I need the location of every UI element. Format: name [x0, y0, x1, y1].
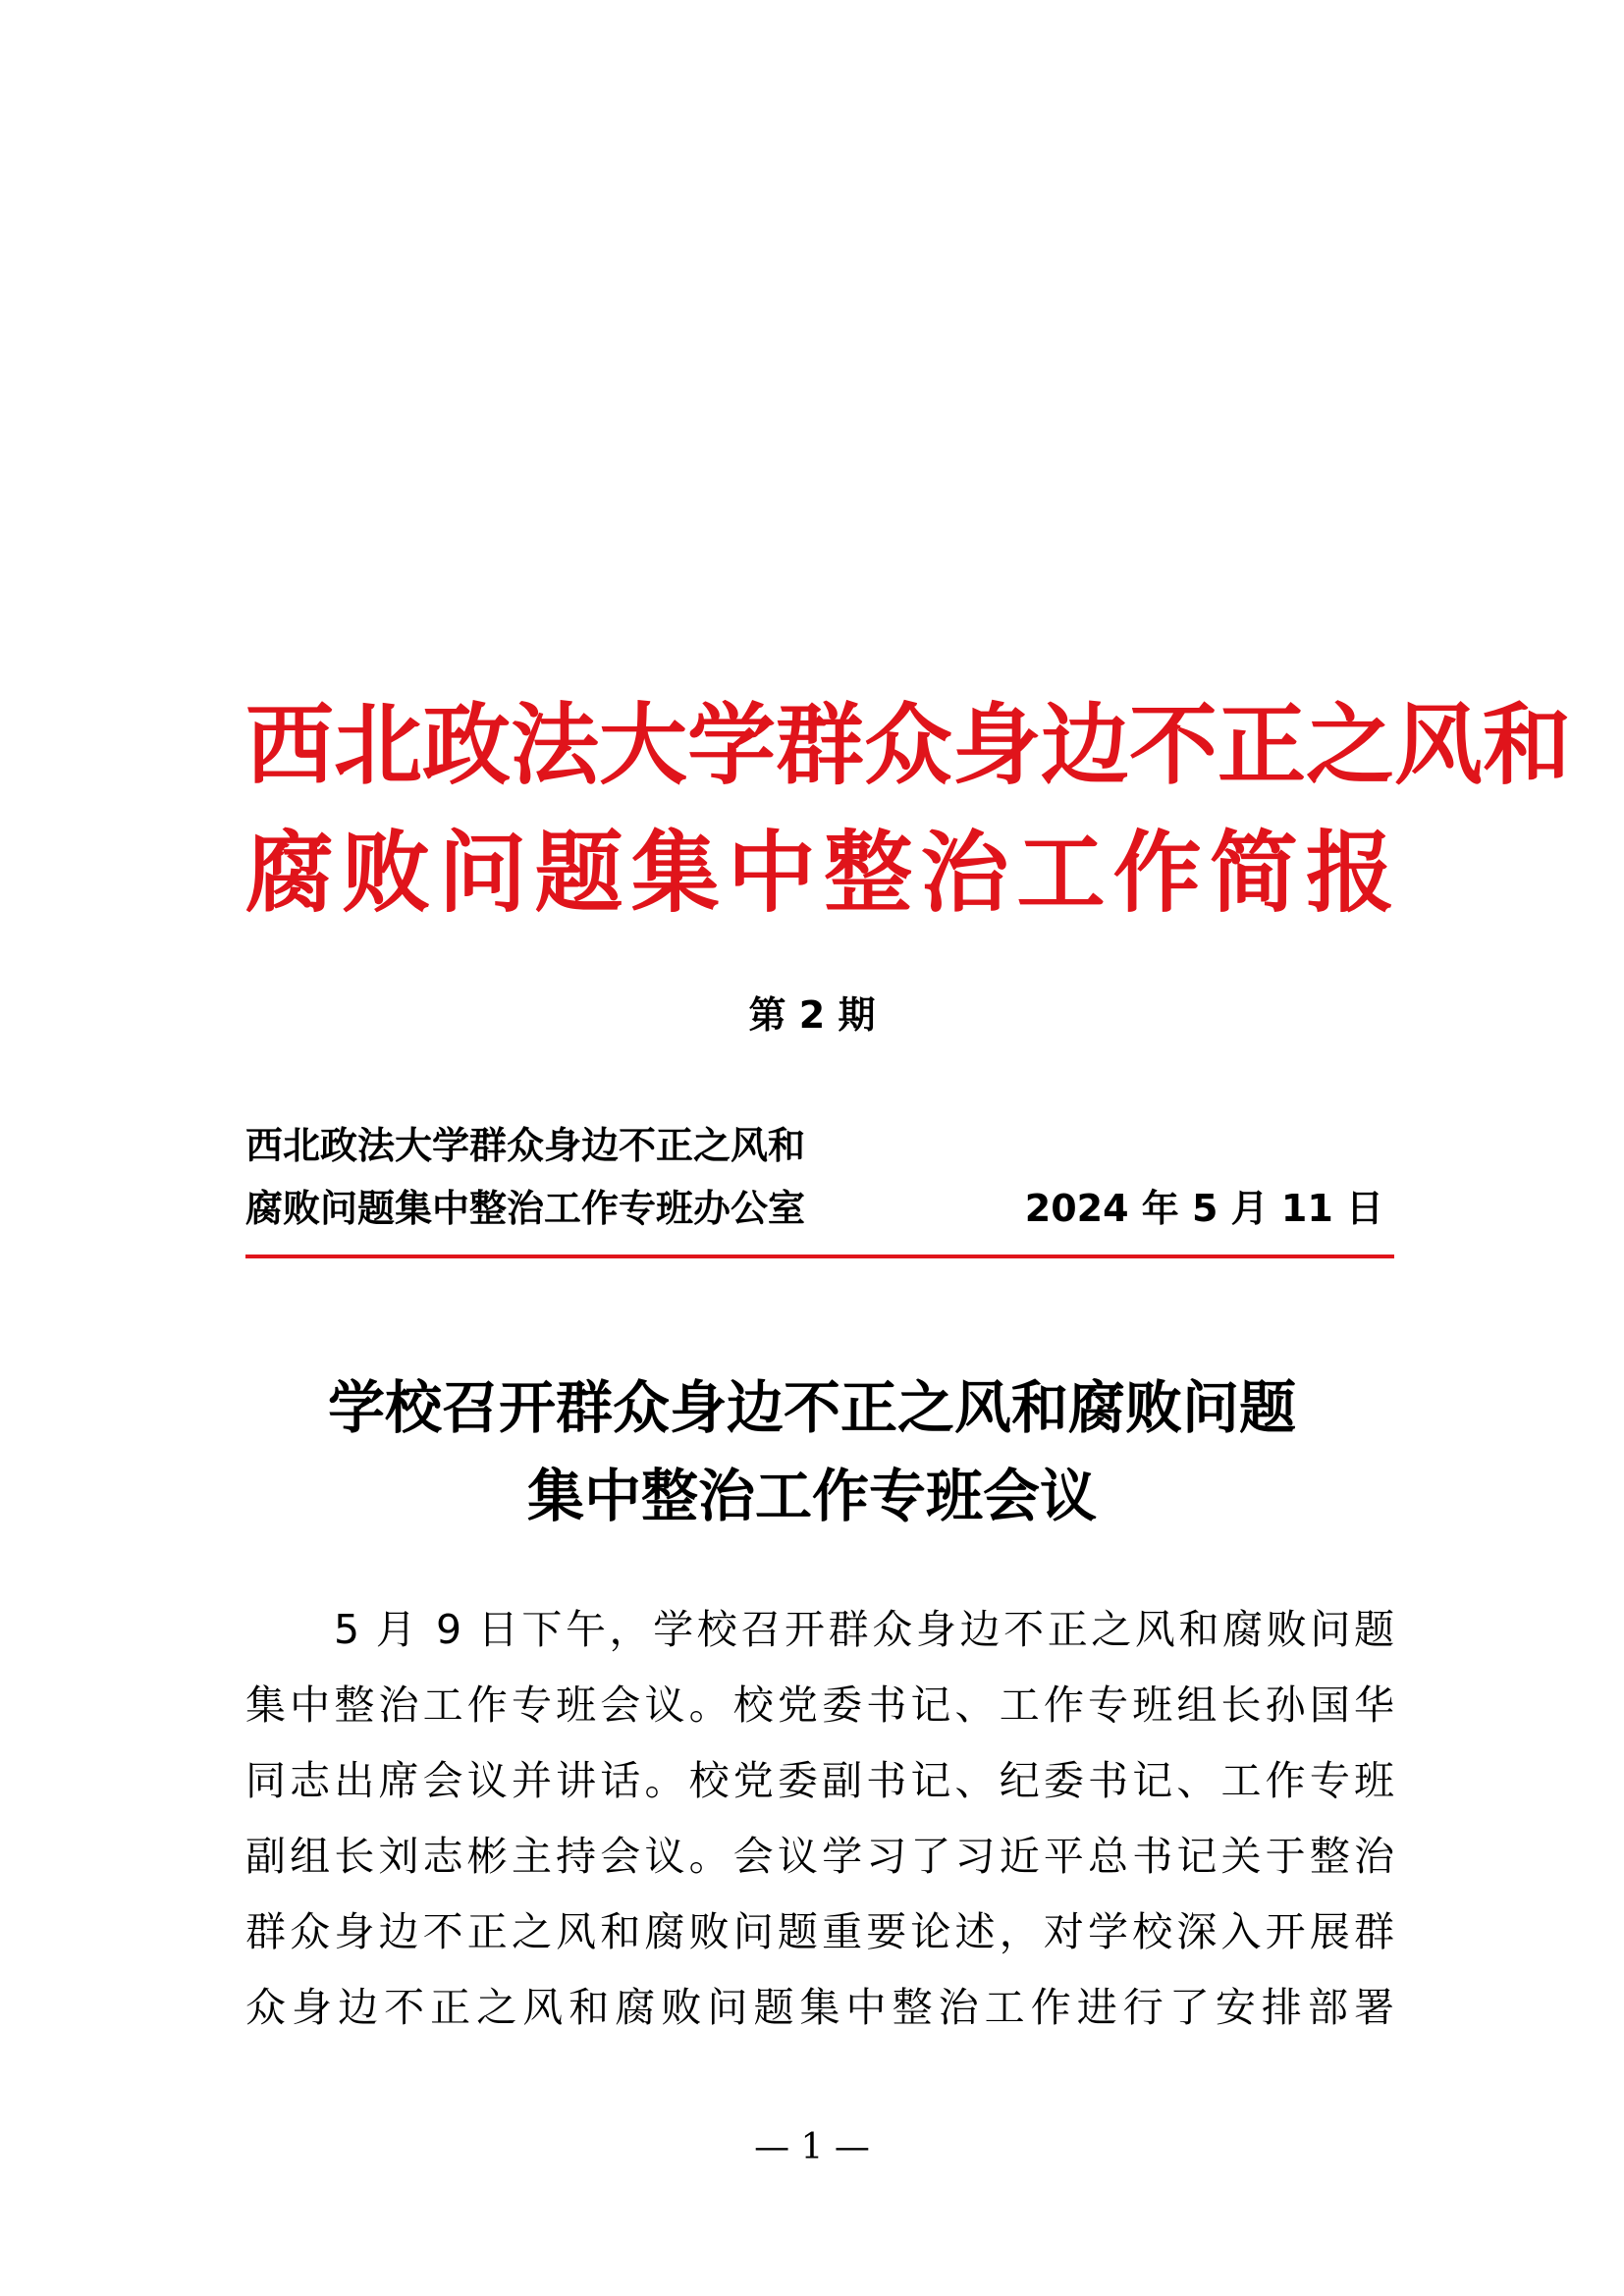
- paragraph-line: 5 月 9 日下午，学校召开群众身边不正之风和腐败问题: [334, 1606, 1394, 1653]
- masthead-title-line-1: 西北政法大学群众身边不正之风和: [245, 694, 1571, 797]
- issuer-line-1: 西北政法大学群众身边不正之风和: [245, 1124, 806, 1167]
- issuer-line-2: 腐败问题集中整治工作专班办公室: [245, 1187, 806, 1230]
- paragraph-line: 同志出席会议并讲话。校党委副书记、纪委书记、工作专班: [245, 1757, 1394, 1804]
- article-title-line-1: 学校召开群众身边不正之风和腐败问题: [327, 1374, 1296, 1441]
- masthead-title-line-2: 腐败问题集中整治工作简报: [245, 822, 1394, 925]
- paragraph-line: 群众身边不正之风和腐败问题重要论述，对学校深入开展群: [245, 1908, 1394, 1955]
- issue-date: 2024 年 5 月 11 日: [1024, 1187, 1383, 1230]
- page-number: — 1 —: [754, 2127, 870, 2167]
- article-title-line-2: 集中整治工作专班会议: [526, 1463, 1097, 1529]
- paragraph-line: 副组长刘志彬主持会议。会议学习了习近平总书记关于整治: [245, 1833, 1394, 1880]
- paragraph-line: 众身边不正之风和腐败问题集中整治工作进行了安排部署: [245, 1984, 1394, 2031]
- red-divider: [245, 1255, 1394, 1258]
- paragraph-line: 集中整治工作专班会议。校党委书记、工作专班组长孙国华: [245, 1682, 1394, 1729]
- issue-number: 第 2 期: [748, 993, 876, 1037]
